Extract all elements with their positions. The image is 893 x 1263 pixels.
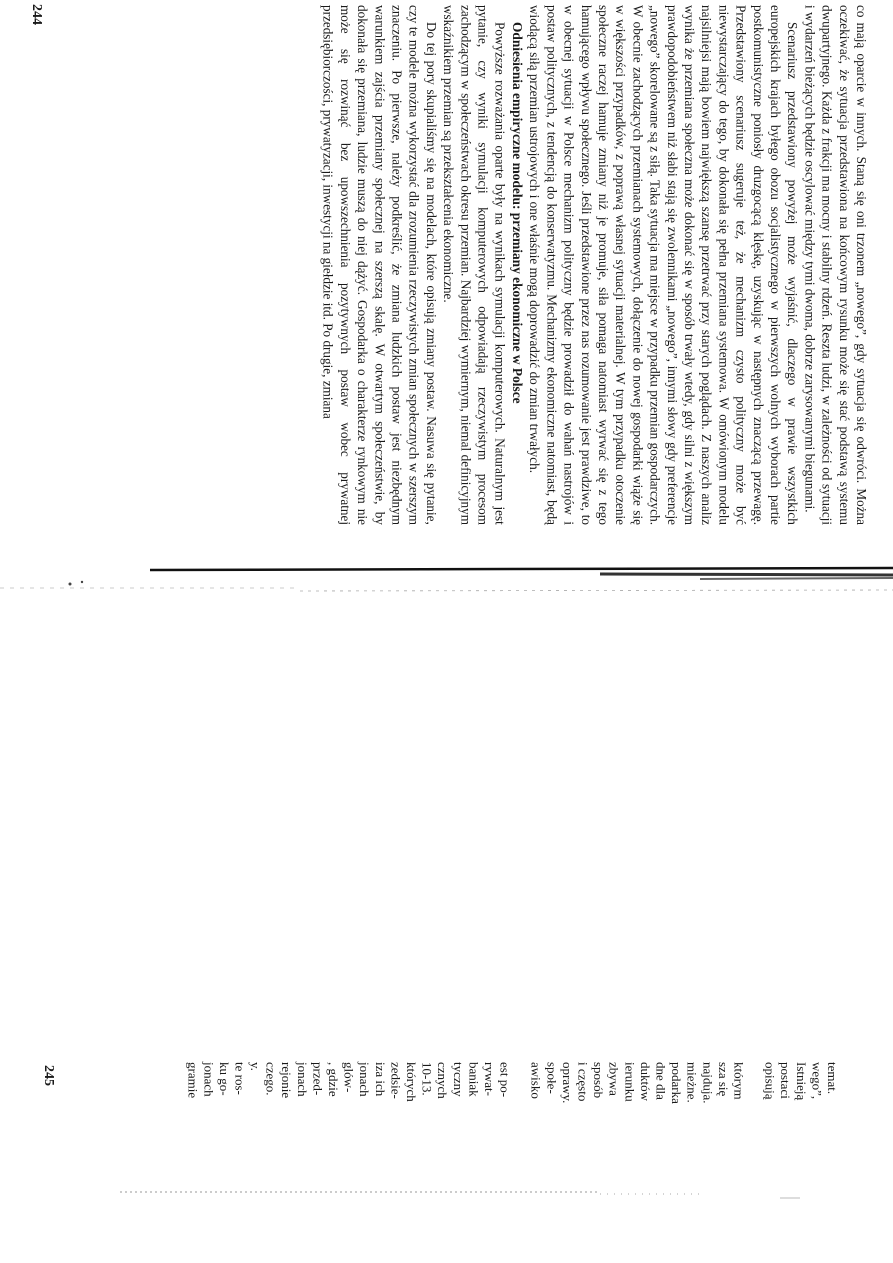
- fragment-line: awisko: [528, 1062, 544, 1099]
- fragment-line: est po-: [497, 1062, 513, 1098]
- fragment-line: mieżne.: [684, 1062, 700, 1103]
- page-number-left: 244: [29, 4, 44, 25]
- left-page-body: [10, 5, 870, 530]
- fragment-line: podarka: [669, 1062, 685, 1104]
- fragment-line: których: [403, 1062, 419, 1102]
- book-gutter: [0, 548, 893, 608]
- fragment-line: cznych: [435, 1062, 451, 1099]
- fragment-line: ku go-: [216, 1062, 232, 1096]
- fragment-line: przed-: [310, 1062, 326, 1096]
- fragment-line: dne dla: [653, 1062, 669, 1100]
- fragment-line: zbywa: [606, 1062, 622, 1096]
- page-number-right: 245: [41, 1065, 56, 1086]
- scan-noise-graphic: [0, 1180, 893, 1210]
- fragment-line: sza się: [715, 1062, 731, 1097]
- fragment-line: y.: [248, 1062, 264, 1071]
- fragment-line: rywat-: [481, 1062, 497, 1096]
- fragment-line: te ros-: [232, 1062, 248, 1095]
- fragment-line: opisują: [762, 1062, 778, 1100]
- fragment-line: zedsie-: [388, 1062, 404, 1099]
- fragment-line: , gdzie: [326, 1062, 341, 1097]
- fragment-line: baniak: [466, 1062, 482, 1097]
- fragment-line: postaci: [778, 1062, 794, 1099]
- fragment-line: 10-13.: [419, 1062, 435, 1096]
- fragment-line: rejonie: [279, 1062, 295, 1099]
- gutter-shadow-graphic: [0, 548, 893, 608]
- fragment-line: którym: [731, 1062, 747, 1100]
- fragment-line: i często: [575, 1062, 591, 1102]
- fragment-line: Istnieją: [793, 1062, 809, 1101]
- fragment-line: czego.: [263, 1062, 279, 1096]
- right-page-fragment: [60, 1062, 840, 1182]
- fragment-line: sposób: [591, 1062, 607, 1099]
- section-heading: Odniesienia empiryczne modelu: przemiany ekonomiczne w Polsce: [509, 22, 525, 404]
- fragment-line: duktów: [637, 1062, 653, 1101]
- scan-noise: [0, 1180, 893, 1210]
- fragment-line: wego”,: [809, 1062, 825, 1100]
- fragment-line: jonach: [201, 1062, 217, 1097]
- fragment-line: [513, 1062, 529, 1182]
- fragment-line: gramie: [185, 1062, 201, 1099]
- fragment-line: [746, 1062, 762, 1182]
- fragment-line: tyczny: [450, 1062, 466, 1097]
- fragment-line: jonach: [294, 1062, 310, 1097]
- fragment-line: najduja.: [700, 1062, 716, 1104]
- left-page-text: [320, 5, 871, 525]
- fragment-line: społe-: [544, 1062, 560, 1094]
- fragment-line: iza ich: [372, 1062, 388, 1097]
- fragment-line: glów-: [341, 1062, 357, 1093]
- fragment-line: temat.: [825, 1062, 840, 1095]
- paragraph: co mają oparcie w innych. Staną się oni trzonem „nowego”, gdy sytuacja się odwróci. Można oczekiwać, że sytuacja przedstawiona na końcowym rysunku może się stać podstawą systemu dwupartyjnego. Każda z frakcji ma mocny i stabilny rdzeń. Reszta ludzi, w zależności od sytuacji i wydarzeń bieżących będzie oscylować między tymi dwoma, dobrze zarysowanymi biegunami.: [802, 5, 869, 525]
- paragraph: Scenariusz przedstawiony powyżej może wyjaśnić, dlaczego w prawie wszystkich europejskich krajach byłego obozu socjalistycznego w pierwszych wolnych wyborach partie postkomunistyczne poniosły druzgocącą klęskę, uzyskując w następnych znaczącą przewagę. Przedstawiony scenariusz sugeruje też, że mechanizm czysto polityczny może być niewystarczający do tego, by dokonała się pełna przemiana systemowa. W omówionym modelu najsilniejsi mają bowiem największą szansę przetrwać przy starych poglądach. Z naszych analiz wynika że przemiana społeczna może dokonać się w sposób trwały wtedy, gdy silni z większym prawdopodobieństwem niż słabi stają się zwolennikami „nowego”, innymi słowy gdy preferencje „nowego” skorelowane są z siłą. Taka sytuacja ma miejsce w przypadku przemian gospodarczych. W obecnie zachodzących przemianach systemowych, dołączenie do nowej gospodarki wiąże się w większości przypadków, z poprawą własnej sytuacji materialnej. W tym przypadku otoczenie społeczne raczej hamuje zmiany niż je promuje, siła pomaga natomiast wyrwać się z tego hamującego wpływu społecznego. Jeśli przedstawione przez nas rozumowanie jest prawdziwe, to w obecnej sytuacji w Polsce mechanizm polityczny będzie prowadził do wahań nastrojów i postaw politycznych, z tendencją do konserwatyzmu. Mechanizmy ekonomiczne natomiast, będą wiodącą siłą przemian ustrojowych i one właśnie mogą doprowadzić do zmian trwałych.: [527, 5, 801, 525]
- fragment-line: oprawy.: [559, 1062, 575, 1104]
- fragment-line: ierunku: [622, 1062, 638, 1102]
- fragment-line: jonach: [357, 1062, 373, 1097]
- paragraph: Powyższe rozważania oparte były na wynikach symulacji komputerowych. Naturalnym jest pytanie, czy wyniki symulacji komputerowych odpowiadają rzeczywistym procesom zachodzącym w społeczeństwach okresu przemian. Najbardziej wymiernym, niemal definicyjnym wskaźnikiem przemian są przekształcenia ekonomiczne.: [441, 5, 508, 525]
- paragraph: Do tej pory skupialiśmy się na modelach, które opisują zmiany postaw. Nasuwa się pytanie, czy te modele można wykorzystać dla zrozumienia rzeczywistych zmian społecznych w szerszym znaczeniu. Po pierwsze, należy podkreślić, że zmiana ludzkich postaw jest niezbędnym warunkiem zajścia przemiany społecznej na szerszą skalę. W otwartym społeczeństwie, by dokonała się przemiana, ludzie muszą do niej dążyć. Gospodarka o charakterze rynkowym nie może się rozwinąć bez upowszechnienia pozytywnych postaw wobec prywatnej przedsiębiorczości, prywatyzacji, inwestycji na giełdzie itd. Po drugie, zmiana: [320, 5, 439, 525]
